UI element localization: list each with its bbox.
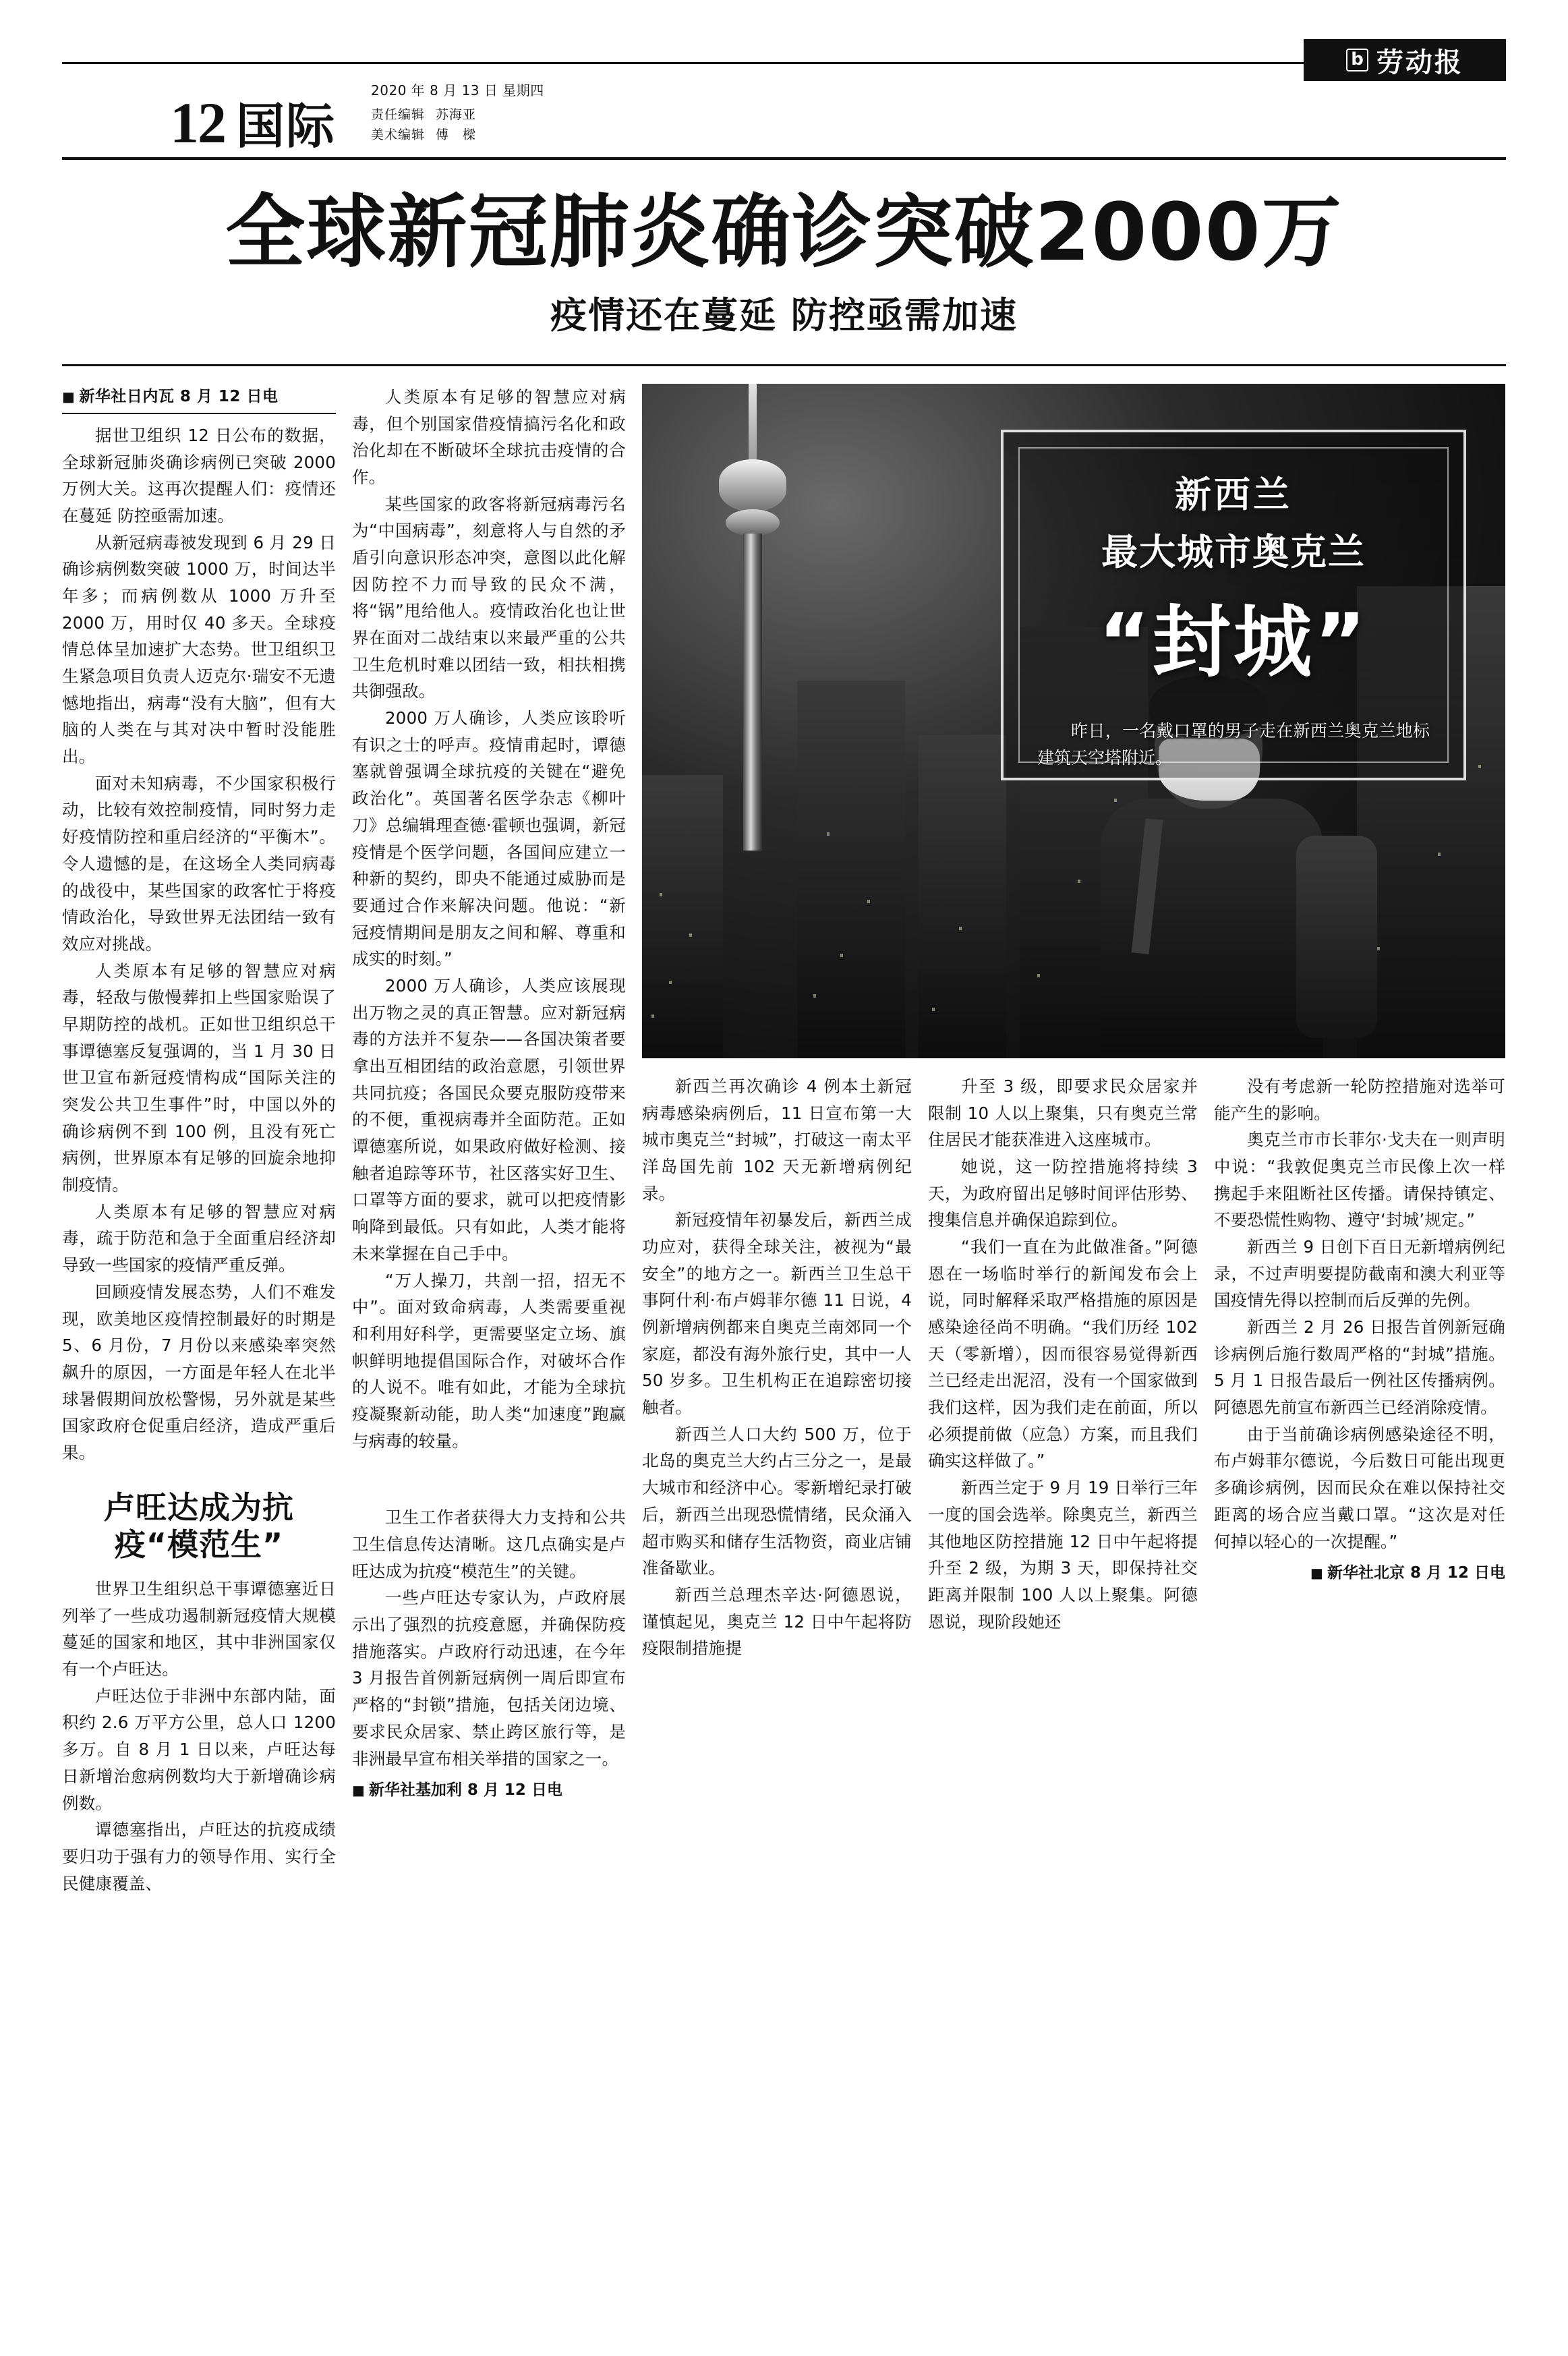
building-silhouette — [797, 681, 905, 1058]
section-name: 国际 — [236, 97, 337, 154]
paragraph: 新西兰 9 日创下百日无新增病例纪录，不过声明要提防截南和澳大利亚等国疫情先得以控制而后反弹的先例。 — [1214, 1236, 1505, 1311]
paragraph: 2000 万人确诊，人类应该聆听有识之士的呼声。疫情甫起时，谭德塞就曾强调全球抗疫的关键在“避免政治化”。英国著名医学杂志《柳叶刀》总编辑理查德·霍顿也强调，新冠疫情是个医学问题，各国间应建立一种新的契约，即央不能通过威胁而是要通过合作来解决问题。他说：“新冠疫情期间是朋友之间和解、尊重和成实的时刻。” — [352, 708, 626, 969]
main-headline: 全球新冠肺炎确诊突破2000万 — [225, 185, 1343, 279]
paragraph: 人类原本有足够的智慧应对病毒，但个别国家借疫情搞污名化和政治化却在不断破坏全球抗击疫情的合作。 — [352, 386, 626, 487]
editor-credit-2 — [371, 125, 544, 145]
building-silhouette — [642, 775, 723, 1058]
editor-role-2: 美术编辑 — [371, 127, 426, 142]
paragraph: 新西兰再次确诊 4 例本土新冠病毒感染病例后，11 日宣布第一大城市奥克兰“封城”，打破这一南太平洋岛国先前 102 天无新增病例纪录。 — [642, 1076, 912, 1203]
paragraph: 由于当前确诊病例感染途径不明，布卢姆菲尔德说，今后数日可能出现更多确诊病例，因而民众在难以保持社交距离的场合应当戴口罩。“这次是对任何掉以轻心的一次提醒。” — [1214, 1424, 1505, 1551]
overlay-headline: “封城” — [1098, 596, 1369, 688]
paragraph: 从新冠病毒被发现到 6 月 29 日确诊病例数突破 1000 万，时间达半年多；而病例数从 1000 万升至 2000 万，用时仅 40 多天。全球疫情总体呈加速扩大态势。世卫组织卫生紧急项目负责人迈克尔·瑞安不无遗憾地指出，病毒“没有大脑”，但有大脑的人类在与其对决中暂时没能胜出。 — [62, 532, 336, 767]
headline-block — [62, 160, 1506, 366]
paragraph: 新西兰人口大约 500 万，位于北岛的奥克兰大约占三分之一，是最大城市和经济中心。零新增纪录打破后，新西兰出现恐慌情绪，民众涌入超市购买和储存生活物资，商业店铺准备歇业。 — [642, 1424, 912, 1578]
lower-column-three — [1214, 1073, 1505, 1662]
lower-columns — [642, 1073, 1505, 1662]
paragraph: 据世卫组织 12 日公布的数据，全球新冠肺炎确诊病例已突破 2000 万例大关。这再次提醒人们：疫情还在蔓延 防控亟需加速。 — [62, 425, 336, 525]
masthead-rule — [62, 62, 1506, 64]
paragraph: 奥克兰市市长菲尔·戈夫在一则声明中说：“我敦促奥克兰市民像上次一样携起手来阻断社区传播。请保持镇定、不要恐慌性购物、遵守‘封城’规定。” — [1214, 1130, 1505, 1230]
sidebar-end-dateline: ■ 新华社基加利 8 月 12 日电 — [352, 1777, 626, 1800]
overlay-line-1: 新西兰 — [1175, 473, 1292, 516]
overlay-line-2: 最大城市奥克兰 — [1101, 530, 1366, 573]
paragraph: “万人操刀，共剖一招，招无不中”。面对致命病毒，人类需要重视和利用好科学，更需要坚定立场、旗帜鲜明地提倡国际合作，对破坏合作的人说不。唯有如此，才能为全球抗疫凝聚新动能，助人类“加速度”跑赢与病毒的较量。 — [352, 1270, 626, 1451]
paragraph: 某些国家的政客将新冠病毒污名为“中国病毒”，刻意将人与自然的矛盾引向意识形态冲突，意图以此化解因防控不力而导致的民众不满，将“锅”甩给他人。疫情政治化也让世界在面对二战结束以来最严重的公共卫生危机时难以团结一致，相扶相携共御强敌。 — [352, 494, 626, 701]
editor-name-2: 傅 樑 — [436, 127, 477, 142]
paragraph: 新西兰总理杰辛达·阿德恩说，谨慎起见，奥克兰 12 日中午起将防疫限制措施提 — [642, 1584, 912, 1659]
paragraph: 新西兰 2 月 26 日报告首例新冠确诊病例后施行数周严格的“封城”措施。5 月 1 日报告最后一例社区传播病例。阿德恩先前宣布新西兰已经消除疫情。 — [1214, 1317, 1505, 1418]
column-one — [62, 384, 352, 1897]
newspaper-logo — [1304, 39, 1506, 81]
sidebar-title: 卢旺达成为抗疫“模范生” — [104, 1489, 294, 1563]
sub-headline: 疫情还在蔓延 防控亟需加速 — [550, 294, 1018, 337]
column-two — [352, 384, 642, 1897]
photo-caption: 昨日，一名戴口罩的男子走在新西兰奥克兰地标建筑天空塔附近。 — [1037, 720, 1430, 768]
lower-column-one — [642, 1073, 928, 1662]
editor-name-1: 苏海亚 — [436, 107, 477, 123]
building-silhouette — [919, 735, 1006, 1058]
column-right — [642, 384, 1505, 1897]
paragraph: 人类原本有足够的智慧应对病毒，疏于防范和急于全面重启经济却导致一些国家的疫情严重反弹。 — [62, 1201, 336, 1275]
logo-mark-icon: b — [1346, 49, 1368, 71]
paragraph: 卫生工作者获得大力支持和公共卫生信息传达清晰。这几点确实是卢旺达成为抗疫“模范生”的关键。 — [352, 1507, 626, 1581]
page-number: 12 — [170, 90, 225, 155]
logo-text: 劳动报 — [1376, 47, 1463, 78]
masthead — [62, 39, 1506, 160]
paragraph: 2000 万人确诊，人类应该展现出万物之灵的真正智慧。应对新冠病毒的方法并不复杂——各国决策者要拿出互相团结的政治意愿，引领世界共同抗疫；各国民众要克服防疫带来的不便，重视病毒并全面防范。正如谭德塞所说，如果政府做好检测、接触者追踪等环节，社区落实好卫生、口罩等方面的要求，就可以把疫情影响降到最低。只有如此，人类才能将未来掌握在自己手中。 — [352, 975, 626, 1263]
masthead-identity — [62, 90, 353, 157]
paragraph: 回顾疫情发展态势，人们不难发现，欧美地区疫情控制最好的时期是 5、6 月份，7 月份以来感染率突然飙升的原因，一方面是年轻人在北半球暑假期间放松警惕，另外就是某些国家政府仓促重启经济，造成严重后果。 — [62, 1282, 336, 1462]
paragraph: 升至 3 级，即要求民众居家并限制 10 人以上聚集，只有奥克兰常住居民才能获准进入这座城市。 — [928, 1076, 1198, 1150]
paragraph: 新冠疫情年初暴发后，新西兰成功应对，获得全球关注，被视为“最安全”的地方之一。新西兰卫生总干事阿什利·布卢姆菲尔德 11 日说，4 例新增病例都来自奥克兰南郊同一个家庭，都没有海外旅行史，其中一人 50 岁多。卫生机构正在追踪密切接触者。 — [642, 1210, 912, 1418]
masthead-meta — [371, 80, 544, 157]
paragraph: “我们一直在为此做准备。”阿德恩在一场临时举行的新闻发布会上说，同时解释采取严格措施的原因是感染途径尚不明确。“我们历经 102 天（零新增），因而很容易觉得新西兰已经走出泥沼，没有一个国家做到我们这样，因为我们走在前面，所以必须提前做（应急）方案，而且我们确实这样做了。” — [928, 1236, 1198, 1471]
photo-overlay-card — [1001, 430, 1466, 780]
publication-date: 2020 年 8 月 13 日 星期四 — [371, 82, 544, 99]
paragraph: 面对未知病毒，不少国家积极行动，比较有效控制疫情，同时努力走好疫情防控和重启经济的“平衡木”。令人遗憾的是，在这场全人类同病毒的战役中，某些国家的政客忙于将疫情政治化，导致世界无法团结一致有效应对挑战。 — [62, 773, 336, 954]
news-photo — [642, 384, 1505, 1058]
sky-tower-graphic — [716, 384, 790, 849]
paragraph: 没有考虑新一轮防控措施对选举可能产生的影响。 — [1214, 1076, 1505, 1123]
paragraph: 世界卫生组织总干事谭德塞近日列举了一些成功遏制新冠疫情大规模蔓延的国家和地区，其中非洲国家仅有一个卢旺达。 — [62, 1579, 336, 1679]
paragraph: 人类原本有足够的智慧应对病毒，轻敌与傲慢葬扣上些国家贻误了早期防控的战机。正如世卫组织总干事谭德塞反复强调的，当 1 月 30 日世卫宣布新冠疫情构成“国际关注的突发公共卫生事件”时，中国以外的确诊病例不到 100 例，且没有死亡病例，世界原本有足够的回旋余地抑制疫情。 — [62, 960, 336, 1195]
paragraph: 卢旺达位于非洲中东部内陆，面积约 2.6 万平方公里，总人口 1200 多万。自 8 月 1 日以来，卢旺达每日新增治愈病例数均大于新增确诊病例数。 — [62, 1686, 336, 1813]
photo-overlay-inner — [1018, 447, 1449, 768]
paragraph: 她说，这一防控措施将持续 3 天，为政府留出足够时间评估形势、搜集信息并确保追踪到位。 — [928, 1156, 1198, 1230]
paragraph: 谭德塞指出，卢旺达的抗疫成绩要归功于强有力的领导作用、实行全民健康覆盖、 — [62, 1820, 336, 1893]
lead-dateline: ■ 新华社日内瓦 8 月 12 日电 — [62, 384, 336, 414]
paragraph: 新西兰定于 9 月 19 日举行三年一度的国会选举。除奥克兰，新西兰其他地区防控措施 12 日中午起将提升至 2 级，为期 3 天，即保持社交距离并限制 100 人以上聚集。阿德恩说，现阶段她还 — [928, 1478, 1198, 1632]
lower-column-two — [928, 1073, 1214, 1662]
footer-end-dateline: ■ 新华社北京 8 月 12 日电 — [1214, 1560, 1505, 1582]
paragraph: 一些卢旺达专家认为，卢政府展示出了强烈的抗疫意愿，并确保防疫措施落实。卢政府行动迅速，在今年 3 月报告首例新冠病例一周后即宣布严格的“封锁”措施，包括关闭边境、要求民众居家、禁止跨区旅行等，是非洲最早宣布相关举措的国家之一。 — [352, 1588, 626, 1769]
article-body — [62, 384, 1506, 1897]
editor-credit-1 — [371, 105, 544, 125]
editor-role-1: 责任编辑 — [371, 107, 426, 123]
